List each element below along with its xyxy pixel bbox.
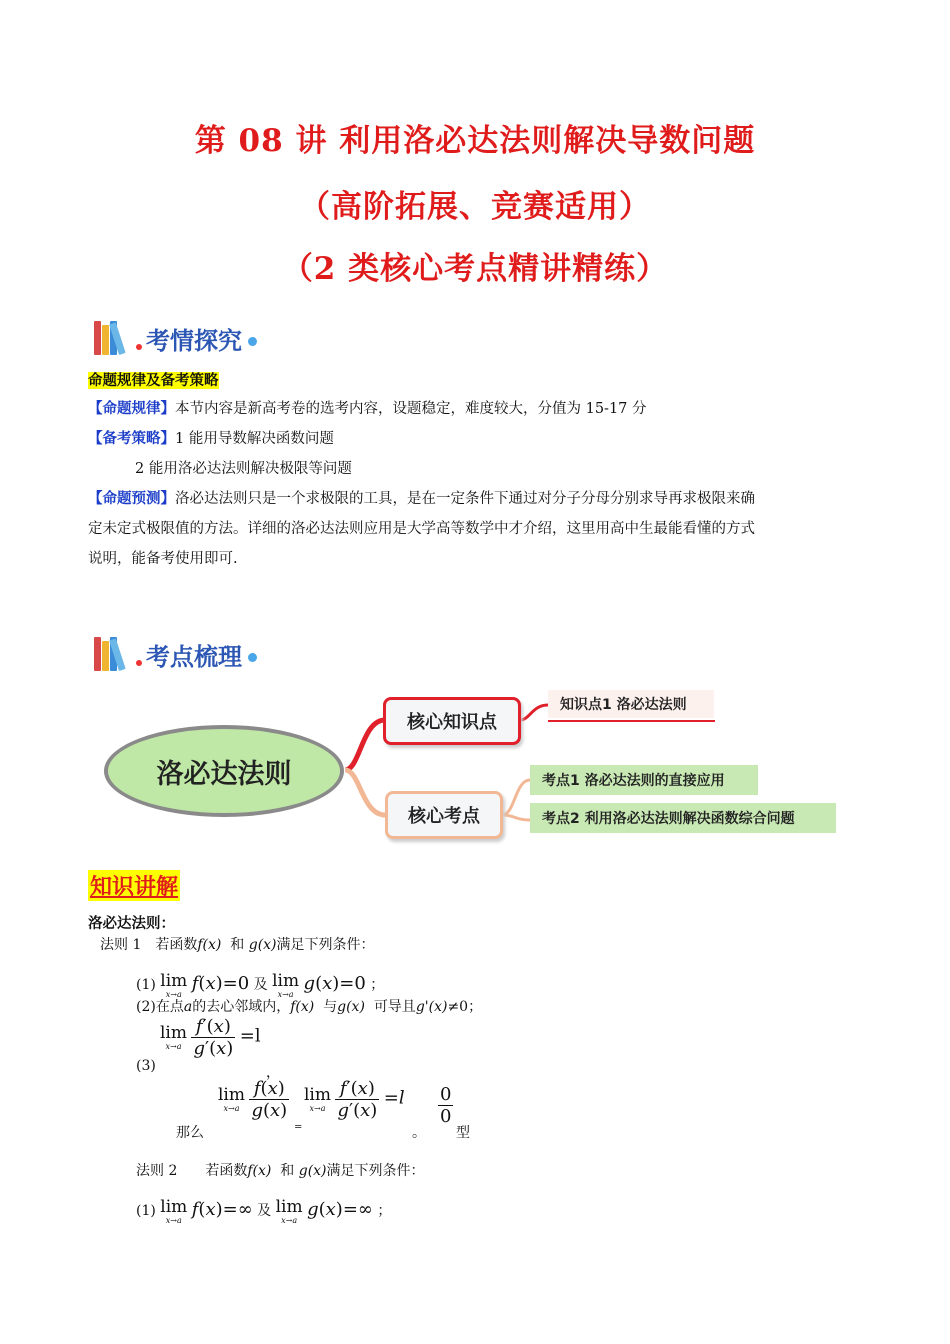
doc-subtitle-1: （高阶拓展、竞赛适用） [299,189,651,225]
mindmap-branch-exam: 核心考点 [385,791,503,839]
mindmap-leaf-knowledge-1: 知识点1 洛必达法则 [548,690,714,718]
rule1-condition-2: (2)在点a的去心邻域内，f(x) 与g(x) 可导且g'(x)≠0； [136,999,483,1015]
mindmap-root: 洛必达法则 [104,725,344,817]
doc-subtitle-2: （2 类核心考点精讲精练） [281,251,669,287]
exam-strategy: 【备考策略】1 能用导数解决函数问题 [88,430,334,447]
rule1-conclusion: 那么 lim x→a $\frac{f(x)}{g(x)}$ = lim x→a $\frac{f'(x)}{g'(x)}$ =l 。 $\frac{0}{0}$ 型 [176,1078,470,1141]
red-dot-icon [136,344,142,350]
mindmap-branch-knowledge: 核心知识点 [383,697,521,745]
mindmap-leaf-exam-1: 考点1 洛必达法则的直接应用 [530,765,758,795]
blue-dot-icon [248,337,257,346]
section-banner-kaodian [92,632,257,676]
rule1-condition-1: (1) lim x→a f(x)=0 及 lim x→a g(x)=0 ； [136,970,385,999]
rule1-intro: 法则 1 若函数f(x) 和 g(x)满足下列条件： [100,937,375,953]
exam-predict: 【命题预测】洛必达法则只是一个求极限的工具，是在一定条件下通过对分子分母分别求导再求极限来确 定未定式极限值的方法。详细的洛必达法则应用是大学高等数学中才介绍，这里用高中生最能看懂的方式 说明，能备考使用即可. [88,490,755,567]
rule2-condition-1: (1) lim x→a f(x)=∞ 及 lim x→a g(x)=∞ ； [136,1196,392,1225]
section-title: 考点梳理 [146,642,242,671]
rule2-intro: 法则 2 若函数f(x) 和 g(x)满足下列条件： [136,1163,425,1179]
blue-dot-icon [248,653,257,662]
exam-strategy-2: 2 能用洛必达法则解决极限等问题 [135,461,352,477]
section-knowledge: 知识讲解 [88,870,180,901]
books-icon [92,319,136,357]
mindmap-leaf-exam-2: 考点2 利用洛必达法则解决函数综合问题 [530,803,836,833]
red-dot-icon [136,660,142,666]
section-title: 考情探究 [146,326,242,355]
doc-title: 第 08 讲 利用洛必达法则解决导数问题 [194,123,756,159]
knowledge-heading: 洛必达法则： [88,915,175,932]
section-banner-kaoqing [92,316,257,360]
exam-heading: 命题规律及备考策略 [88,372,219,389]
books-icon [92,635,136,673]
exam-rule: 【命题规律】本节内容是新高考卷的选考内容，设题稳定，难度较大，分值为 15-17 分 [88,400,647,417]
